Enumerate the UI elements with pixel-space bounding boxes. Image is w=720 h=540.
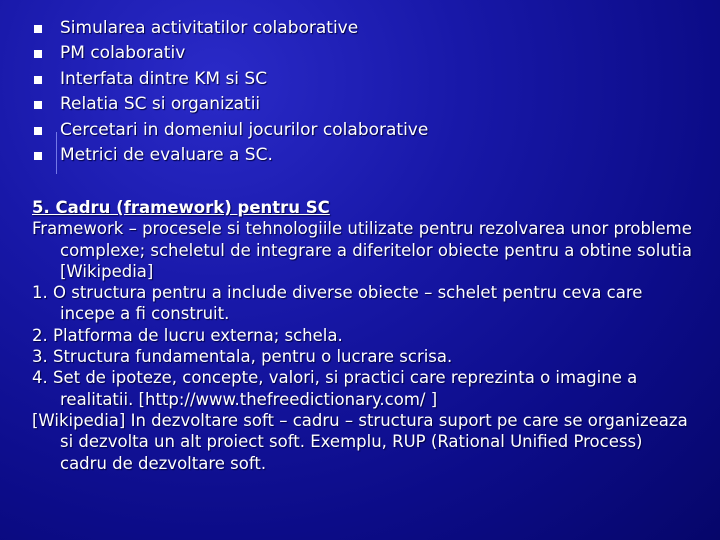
bullet-text: Cercetari in domeniul jocurilor colaborative [60,119,429,140]
square-bullet-icon [34,101,42,109]
square-bullet-icon [34,152,42,160]
section-paragraph: 2. Platforma de lucru externa; schela. [32,325,343,345]
square-bullet-icon [34,50,42,58]
square-bullet-icon [34,127,42,135]
bullet-item [32,67,428,92]
bullet-text: Relatia SC si organizatii [60,94,261,115]
bullet-item [32,143,428,168]
decorative-line [56,132,57,174]
section-paragraph: 3. Structura fundamentala, pentru o lucrare scrisa. [32,347,453,367]
section-paragraph: [Wikipedia] In dezvoltare soft – cadru – structura suport pe care se organizeaza si dezvolta un alt proiect soft. Exemplu, RUP (Rational Unified Process) cadru de dezvoltare soft. [32,410,688,473]
bullet-item [32,92,428,117]
bullet-list [32,16,428,168]
section-heading: 5. Cadru (framework) pentru SC [32,198,330,217]
bullet-text: Metrici de evaluare a SC. [60,144,273,165]
bullet-text: Simularea activitatilor colaborative [60,18,359,38]
bullet-text: Interfata dintre KM si SC [60,68,268,89]
bullet-item [32,16,428,41]
section-paragraph: 4. Set de ipoteze, concepte, valori, si practici care reprezinta o imagine a realitatii. [http://www.thefreedictionary.com/ ] [32,368,638,409]
bullet-item [32,118,428,143]
bullet-item [32,41,428,66]
square-bullet-icon [34,76,42,84]
section-paragraph: Framework – procesele si tehnologiile utilizate pentru rezolvarea unor probleme complexe; scheletul de integrare a diferitelor obiecte pentru a obtine solutia [Wikipedia] [32,219,692,281]
bullet-text: PM colaborativ [60,43,186,64]
section-paragraph: 1. O structura pentru a include diverse obiecte – schelet pentru ceva care incepe a fi construit. [32,283,643,324]
square-bullet-icon [34,25,42,33]
framework-section [32,197,692,474]
